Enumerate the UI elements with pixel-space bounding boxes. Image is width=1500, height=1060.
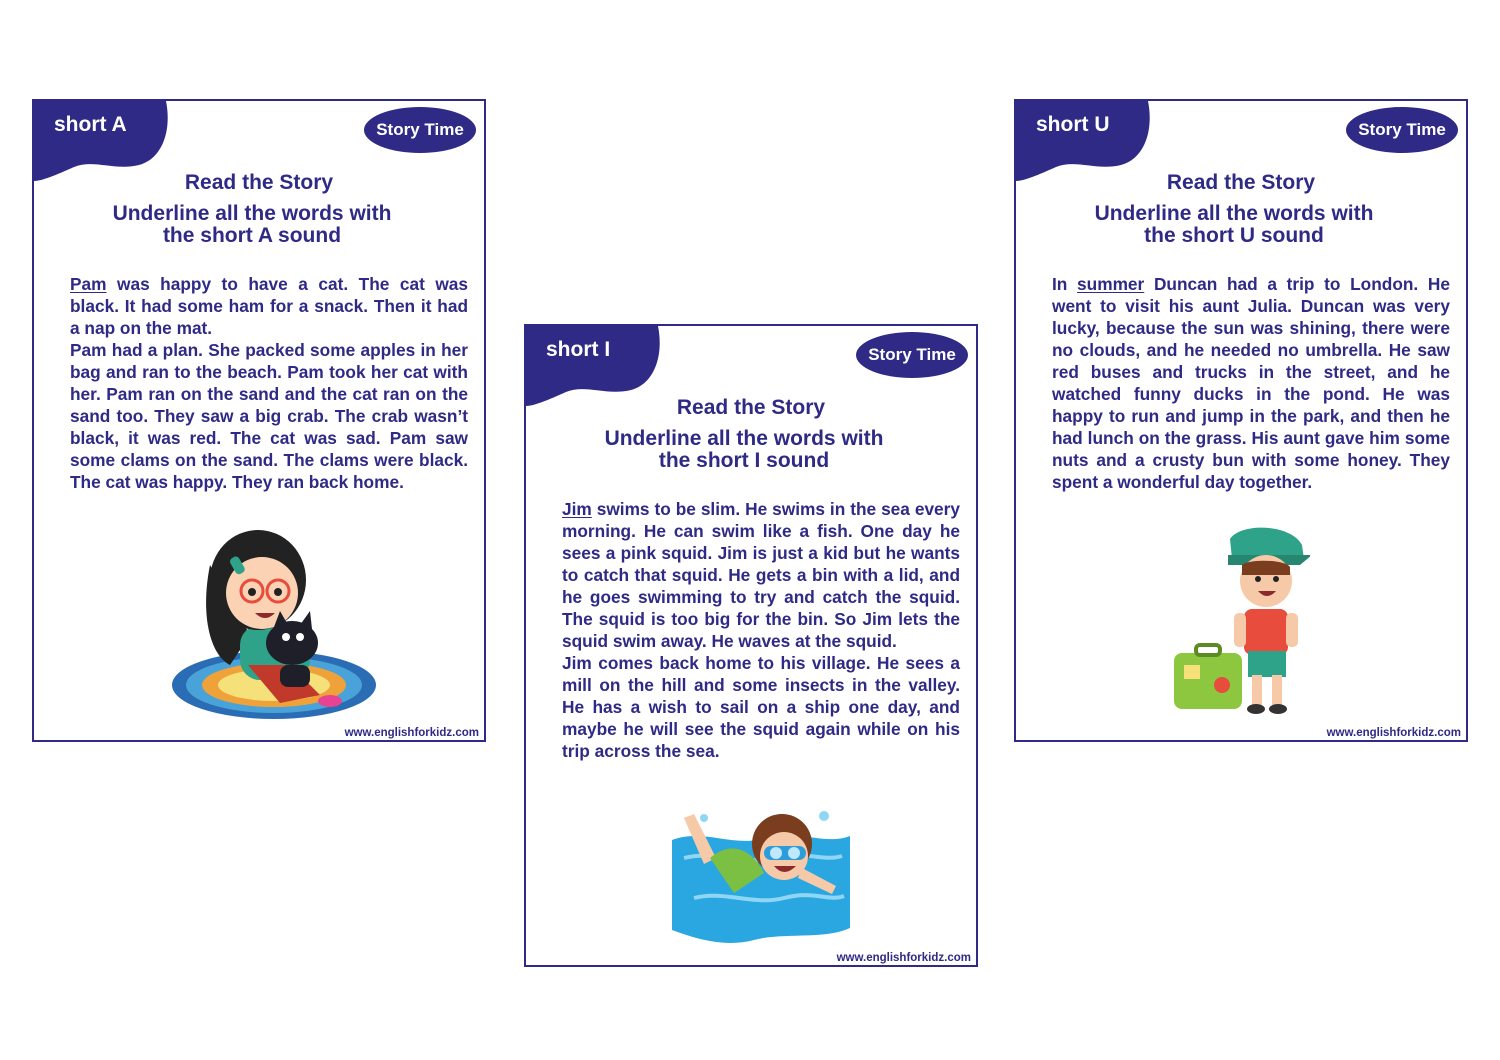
instruction-heading	[1016, 203, 1452, 247]
sound-tag: short A	[54, 113, 127, 136]
website-footer: www.englishforkidz.com	[344, 727, 479, 739]
story-text	[1052, 273, 1450, 493]
instruction-line-1: Underline all the words with	[604, 427, 884, 450]
boy-swimming-illustration	[664, 798, 854, 948]
website-footer: www.englishforkidz.com	[836, 952, 971, 964]
boy-with-suitcase-illustration	[1170, 525, 1310, 717]
story-text	[562, 498, 960, 762]
instruction-line-1: Underline all the words with	[112, 202, 392, 225]
story-paragraph-1: was happy to have a cat. The cat was black. It had some ham for a snack. Then it had a nap on the mat.	[70, 274, 468, 338]
example-underlined-word: Pam	[70, 274, 107, 294]
story-paragraph-1: Duncan had a trip to London. He went to visit his aunt Julia. Duncan was very lucky, because the sun was shining, there were no clouds, and he needed no umbrella. He saw red buses and trucks in the street, and he watched funny ducks in the pond. He was happy to run and jump in the park, and then he had lunch on the grass. His aunt gave him some nuts and a crusty bun with some honey. They spent a wonderful day together.	[1052, 274, 1450, 492]
story-text	[70, 273, 468, 493]
instruction-line-1: Underline all the words with	[1094, 202, 1374, 225]
website-footer: www.englishforkidz.com	[1326, 727, 1461, 739]
story-paragraph-1: swims to be slim. He swims in the sea every morning. He can swim like a fish. One day he sees a pink squid. Jim is just a kid but he wants to catch that squid. He gets a bin with a lid, and he goes swimming to try and catch the squid. The squid is too big for the bin. So Jim lets the squid swim away. He waves at the squid.	[562, 499, 960, 651]
sound-tag: short I	[546, 338, 611, 361]
instruction-line-2: the short U sound	[1144, 224, 1324, 247]
instruction-line-2: the short I sound	[658, 449, 830, 472]
example-underlined-word: summer	[1077, 274, 1145, 294]
example-underlined-word: Jim	[562, 499, 592, 519]
instruction-line-2: the short A sound	[162, 224, 342, 247]
sound-tag: short U	[1036, 113, 1110, 136]
instruction-heading	[526, 428, 962, 472]
instruction-heading	[34, 203, 470, 247]
story-time-badge: Story Time	[1346, 107, 1458, 153]
worksheet-card-short-u	[1014, 99, 1468, 742]
read-heading: Read the Story	[676, 396, 826, 419]
story-paragraph-2: Jim comes back home to his village. He sees a mill on the hill and some insects in the valley. He has a wish to sail on a ship one day, and maybe he will see the squid again while on his trip across the sea.	[562, 653, 960, 761]
story-time-badge: Story Time	[856, 332, 968, 378]
story-paragraph-2: Pam had a plan. She packed some apples in her bag and ran to the beach. Pam took her cat with her. Pam ran on the sand and the cat ran on the sand too. They saw a big crab. The crab wasn’t black, it was red. The cat was sad. Pam saw some clams on the sand. The clams were black. The cat was happy. They ran back home.	[70, 340, 468, 492]
girl-with-cat-illustration	[170, 515, 380, 721]
worksheet-card-short-i	[524, 324, 978, 967]
read-heading: Read the Story	[1166, 171, 1316, 194]
worksheet-card-short-a	[32, 99, 486, 742]
story-lead-word: In	[1052, 274, 1078, 294]
read-heading: Read the Story	[184, 171, 334, 194]
story-time-badge: Story Time	[364, 107, 476, 153]
